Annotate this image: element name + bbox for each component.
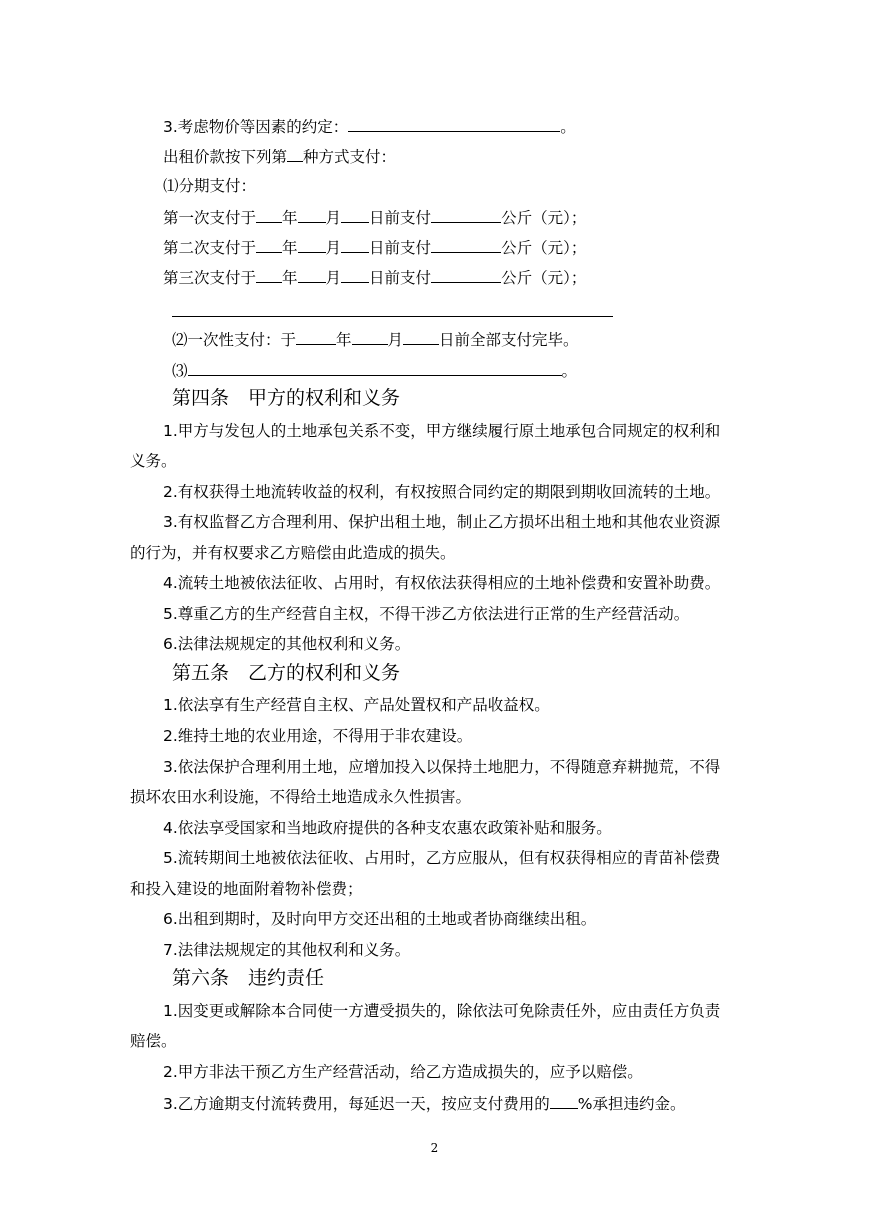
list-item: 2.有权获得土地流转收益的权利，有权按照合同约定的期限到期收回流转的土地。 xyxy=(163,483,721,501)
article-5-title: 第五条 乙方的权利和义务 xyxy=(172,662,401,684)
list-item: 4.流转土地被依法征收、占用时，有权依法获得相应的土地补偿费和安置补助费。 xyxy=(163,574,721,592)
fill-blank[interactable] xyxy=(550,1093,578,1109)
fill-blank[interactable] xyxy=(348,116,560,132)
fill-blank[interactable] xyxy=(341,267,369,283)
day-label: 日前支付 xyxy=(369,209,432,227)
list-item: 3.有权监督乙方合理利用、保护出租土地，制止乙方损坏出租土地和其他农业资源 xyxy=(163,513,721,531)
list-item: 7.法律法规规定的其他权利和义务。 xyxy=(163,941,411,959)
list-item-continuation: 义务。 xyxy=(130,452,177,470)
method-prefix: 出租价款按下列第 xyxy=(163,148,288,166)
other-end: 。 xyxy=(561,362,578,380)
year-label: 年 xyxy=(336,331,352,349)
list-item: 5.尊重乙方的生产经营自主权，不得干涉乙方依法进行正常的生产经营活动。 xyxy=(163,605,690,623)
month-label: 月 xyxy=(325,209,342,227)
fill-blank[interactable] xyxy=(431,207,501,223)
list-item: 1.甲方与发包人的土地承包关系不变，甲方继续履行原土地承包合同规定的权利和 xyxy=(163,422,721,440)
list-item: 2.维持土地的农业用途，不得用于非农建设。 xyxy=(163,727,473,745)
article-4-title: 第四条 甲方的权利和义务 xyxy=(172,387,401,409)
list-item-continuation: 和投入建设的地面附着物补偿费； xyxy=(130,880,363,898)
list-item: 5.流转期间土地被依法征收、占用时，乙方应服从，但有权获得相应的青苗补偿费 xyxy=(163,849,721,867)
fill-blank[interactable] xyxy=(188,360,562,376)
year-label: 年 xyxy=(282,209,298,227)
item3-prefix: 3.乙方逾期支付流转费用，每延迟一天，按应支付费用的 xyxy=(163,1095,550,1113)
list-item: 2.甲方非法干预乙方生产经营活动，给乙方造成损失的，应予以赔偿。 xyxy=(163,1063,643,1081)
installment-line xyxy=(163,237,586,258)
unit-label: 公斤（元）； xyxy=(501,209,587,227)
fill-blank[interactable] xyxy=(256,237,282,253)
other-prefix: ⑶ xyxy=(172,362,188,380)
fill-blank[interactable] xyxy=(341,207,369,223)
blank-rule[interactable] xyxy=(172,316,613,317)
fill-blank[interactable] xyxy=(298,267,326,283)
article-6-title: 第六条 违约责任 xyxy=(172,967,325,989)
list-item-continuation: 的行为，并有权要求乙方赔偿由此造成的损失。 xyxy=(130,544,456,562)
list-item: 1.依法享有生产经营自主权、产品处置权和产品收益权。 xyxy=(163,696,550,714)
fill-blank[interactable] xyxy=(431,267,501,283)
month-label: 月 xyxy=(325,269,342,287)
fill-blank[interactable] xyxy=(431,237,501,253)
payment-method-line xyxy=(163,146,396,167)
list-item-continuation: 赔偿。 xyxy=(130,1032,177,1050)
clause-end: 。 xyxy=(560,118,576,136)
fill-blank[interactable] xyxy=(341,237,369,253)
fill-blank[interactable] xyxy=(296,329,336,345)
fill-blank[interactable] xyxy=(403,329,439,345)
installment-prefix: 第一次支付于 xyxy=(163,209,257,227)
other-payment-line xyxy=(172,360,577,381)
month-label: 月 xyxy=(325,239,342,257)
list-item: 1.因变更或解除本合同使一方遭受损失的，除依法可免除责任外，应由责任方负责 xyxy=(163,1002,721,1020)
method-suffix: 种方式支付： xyxy=(303,148,397,166)
list-item: 3.依法保护合理利用土地，应增加投入以保持土地肥力，不得随意弃耕抛荒，不得 xyxy=(163,758,721,776)
list-item-continuation: 损坏农田水利设施，不得给土地造成永久性损害。 xyxy=(130,788,472,806)
day-label: 日前支付 xyxy=(369,269,432,287)
month-label: 月 xyxy=(387,331,404,349)
year-label: 年 xyxy=(282,239,298,257)
fill-blank[interactable] xyxy=(352,329,388,345)
day-label: 日前支付 xyxy=(369,239,432,257)
item3-suffix: %承担违约金。 xyxy=(577,1095,686,1113)
fill-blank[interactable] xyxy=(287,146,303,162)
clause-label: 3.考虑物价等因素的约定： xyxy=(163,118,349,136)
fill-blank[interactable] xyxy=(256,207,282,223)
unit-label: 公斤（元）； xyxy=(501,239,587,257)
installment-prefix: 第三次支付于 xyxy=(163,269,257,287)
list-item xyxy=(163,1093,686,1114)
installment-title: ⑴分期支付： xyxy=(163,177,257,195)
fill-blank[interactable] xyxy=(298,237,326,253)
fill-blank[interactable] xyxy=(298,207,326,223)
lump-suffix: 日前全部支付完毕。 xyxy=(439,331,579,349)
installment-line xyxy=(163,207,586,228)
year-label: 年 xyxy=(282,269,298,287)
installment-prefix: 第二次支付于 xyxy=(163,239,257,257)
unit-label: 公斤（元）； xyxy=(501,269,587,287)
lump-prefix: ⑵一次性支付：于 xyxy=(172,331,297,349)
page-number: 2 xyxy=(430,1141,439,1155)
fill-blank[interactable] xyxy=(256,267,282,283)
list-item: 6.出租到期时，及时向甲方交还出租的土地或者协商继续出租。 xyxy=(163,910,597,928)
list-item: 6.法律法规规定的其他权利和义务。 xyxy=(163,635,411,653)
price-factor-clause xyxy=(163,116,576,137)
list-item: 4.依法享受国家和当地政府提供的各种支农惠农政策补贴和服务。 xyxy=(163,819,612,837)
lump-sum-line xyxy=(172,329,579,350)
installment-line xyxy=(163,267,586,288)
